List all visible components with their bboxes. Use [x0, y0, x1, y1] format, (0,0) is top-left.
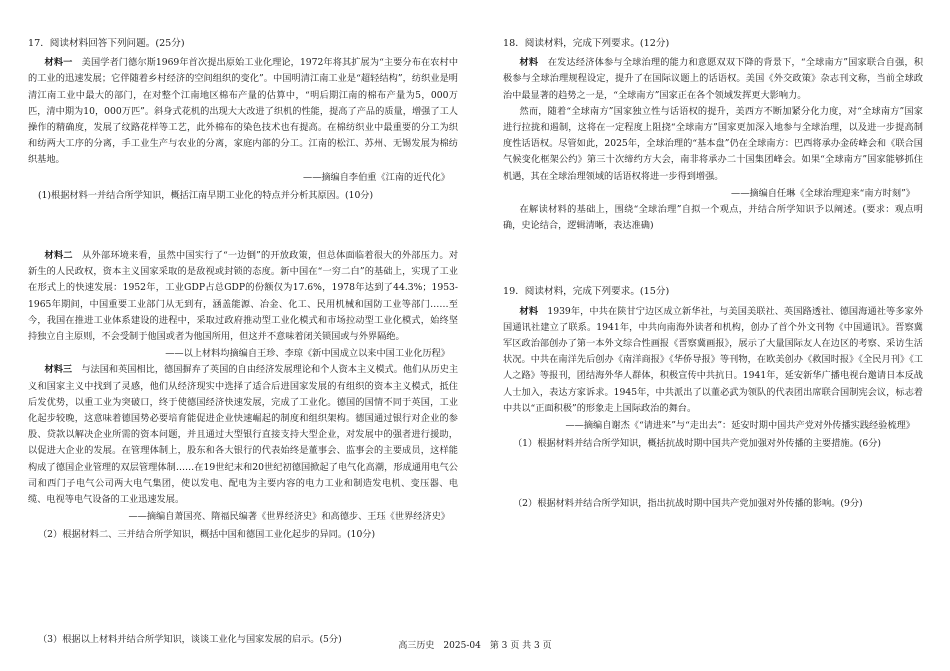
- q19-material: [503, 304, 923, 417]
- material-2-text: 从外部环境来看，虽然中国实行了“一边倒”的开放政策，但总体面临着很大的外部压力。对新生的人民政权，资本主义国家采取的是敌视或封锁的态度。新中国在“一穷二白”的基础上，实现了工业在形式上的快速发展：1952年，工业GDP占总GDP的份额仅为17.6%，1978年达到了44.3%；1953-1965年期间，中国重要工业部门从无到有，涵盖能源、冶金、化工、民用机械和国防工业等部门……至今，我国在推进工业体系建设的进程中，采取过政府推动型工业化模式和市场拉动型工业化模式，始终坚持独立自主原则，不会受制于他国或者为他国所用，但这并不意味着闭关锁国或与外界隔绝。: [28, 250, 459, 343]
- q18-task: 在解读材料的基础上，围绕“全球治理”自拟一个观点，并结合所学知识予以阐述。(要求：观点明确，史论结合，逻辑清晰，表达准确): [503, 204, 923, 232]
- q19-source: ——摘编自谢杰《“请进来”与“走出去”：延安时期中国共产党对外传播实践经验梳理》: [565, 420, 915, 432]
- question-19-heading: 19．阅读材料，完成下列要求。(15分): [503, 286, 670, 298]
- q19-material-text: 1939年，中共在陕甘宁边区成立新华社，与美国美联社、英国路透社、德国海通社等多家外国通讯社建立了联系。1941年，中共向南海外读者和机构，创办了首个外文刊物《中国通讯》。晋察冀军区政治部创办了第一本外文综合性画报《晋察冀画报》，展示了大量国际友人在边区的考察、采访生活状况。中共在南洋先后创办《南洋商报》《华侨导报》等刊物，在欧美创办《救国时报》《全民月刊》《工人之路》等报刊，团结海外华人群体，积极宣传中共抗日。1941年，延安新华广播电视台邀请日本反战人士加入，表达方家诉求。1945年，中共派出了以董必武为领队的代表团出席联合国制宪会议，标志着中共以“正面积极”的形象走上国际政治的舞台。: [503, 305, 924, 414]
- material-1: [28, 55, 458, 168]
- material-3-label: 材料三: [44, 364, 73, 376]
- material-3-text: 与法国和英国相比，德国摒弃了英国的自由经济发展理论和个人资本主义模式。他们从历史主义和国家主义中找到了灵感，他们从经济现实中选择了适合后进国家发展的有组织的资本主义模式，抵住后发优势，以重工业为突破口，终于使德国经济快速发展，完成了工业化。德国的国情不同于英国，工业化起步较晚，这意味着德国势必要培育能促进企业快速崛起的制度和组织架构。德国通过银行对企业的参股、贷款以解决企业所需的资本问题，并且通过大型银行直接支持大型企业，对发展中的强者进行援助，以促进大企业的发展。在管理体制上，股东和各大银行的代表始终是董事会、监事会的主要成员，这样能构成了德国企业管理的双层管理体制……在19世纪末和20世纪初德国掀起了电气化高潮，形成通用电气公司和西门子电气公司两大电气集团，使以发电、配电为主要内容的电力工业和制造发电机、变压器、电缆、电视等电气设备的工业迅速发展。: [28, 364, 459, 506]
- material-2: [28, 248, 458, 345]
- answer-space-2: [28, 544, 458, 630]
- material-2-label: 材料二: [44, 250, 73, 262]
- q17-subquestion-1: (1)根据材料一并结合所学知识，概括江南早期工业化的特点并分析其原因。(10分): [38, 189, 374, 201]
- material-3: [28, 362, 458, 508]
- q19-subquestion-1: （1）根据材料并结合所学知识，概括抗战时期中国共产党加强对外传播的主要措施。(6分): [513, 438, 881, 450]
- answer-space-3: [503, 234, 923, 284]
- q18-source: ——摘编自任琳《全球治理迎来“南方时刻”》: [731, 187, 915, 199]
- q19-subquestion-2: （2）根据材料并结合所学知识，指出抗战时期中国共产党加强对外传播的影响。(9分): [513, 498, 863, 510]
- right-column: [503, 36, 923, 513]
- q17-subquestion-2: （2）根据材料二、三并结合所学知识，概括中国和德国工业化起步的异同。(10分): [38, 529, 376, 541]
- left-column: [28, 36, 458, 648]
- material-1-text: 美国学者门德尔斯1969年首次提出原始工业化理论，1972年将其扩展为“主要分布在农村中的工业的迅速发展；它伴随着乡村经济的空间组织的变化”。中国明清江南工业是“超轻结构”，纺织业是明清江南工业中最大的部门，在对整个江南地区棉布产量的估算中，“明后期江南的棉布产量为5，000万匹，清中期为10，000万匹”。斜身式花机的出现大大改进了织机的性能，提高了产品的质量，增强了工人操作的精确度，发展了纹路花样等工艺，此外棉布的染色技术也有提高。在棉纺织业中最重要的分工为织和纺两大工序的分离，手工业生产与农业的分离，家庭内部的分工。江南的松江、苏州、无锡发展为棉纺织基地。: [28, 57, 459, 166]
- question-17-heading: 17．阅读材料回答下列问题。(25分): [28, 38, 185, 49]
- material-1-source: ——摘编自李伯重《江南的近代化》: [303, 171, 450, 183]
- q18-material-p1: [503, 55, 923, 104]
- q17-subquestion-3: （3）根据以上材料并结合所学知识，谈谈工业化与国家发展的启示。(5分): [38, 633, 342, 645]
- answer-space-1: [28, 204, 458, 248]
- material-3-source: ——摘编自萧国亮、隋福民编著《世界经济史》和高德步、王珏《世界经济史》: [128, 511, 450, 523]
- q18-material-text-1: 在发达经济体参与全球治理的能力和意愿双双下降的背景下，“全球南方”国家联合自强，积极参与全球治理规程设定，提升了在国际议题上的话语权。美国《外交政策》杂志刊文称，当前全球政治中最显著的趋势之一是，“全球南方”国家正在各个领域发挥更大影响力。: [503, 57, 924, 101]
- page-footer: 高三历史 2025-04 第 3 页 共 3 页: [398, 641, 552, 651]
- q19-material-label: 材料: [519, 305, 539, 317]
- answer-space-4: [503, 452, 923, 494]
- q18-material-label: 材料: [519, 57, 539, 69]
- q18-material-p2: 然而，随着“全球南方”国家独立性与话语权的提升，美西方不断加紧分化力度，对“全球南方”国家进行拉拢和遏制，这将在一定程度上阻挠“全球南方”国家更加深入地参与全球治理，以及进一步提高制度性话语权。尽管如此，2025年，全球治理的“基本盘”仍在全球南方：巴西将承办金砖峰会和《联合国气候变化框架公约》第三十次缔约方大会，南非将承办二十国集团峰会。如果“全球南方”国家能够抓住机遇，其在全球治理领域的话语权将进一步得到增强。: [503, 105, 923, 182]
- material-1-label: 材料一: [44, 57, 73, 69]
- material-2-source: ——以上材料均摘编自王珍、李琼《新中国成立以来中国工业化历程》: [165, 348, 450, 360]
- question-18-heading: 18．阅读材料，完成下列要求。(12分): [503, 38, 670, 49]
